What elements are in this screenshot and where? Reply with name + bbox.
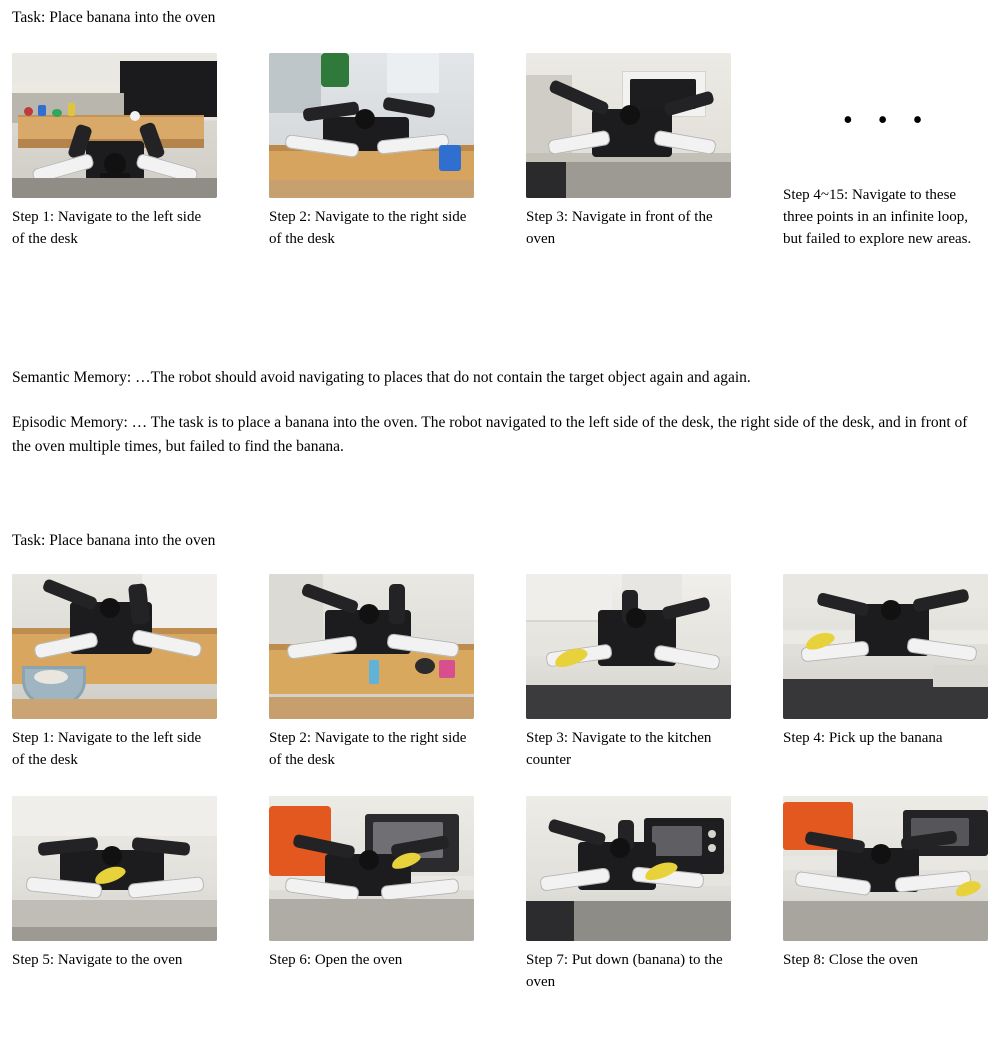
bottom-step-row-1 xyxy=(12,574,992,772)
bottom-step-3 xyxy=(526,574,783,772)
bottom-step-7 xyxy=(526,796,783,994)
top-step-row xyxy=(12,53,987,251)
bottom-step-5-caption: Step 5: Navigate to the oven xyxy=(12,951,183,968)
robot-navigating-to-oven-image xyxy=(12,796,217,941)
top-final-caption: Step 4~15: Navigate to these three points in an infinite loop, but failed to explore new areas. xyxy=(783,187,972,247)
robot-at-kitchen-counter-banana-image xyxy=(526,574,731,719)
robot-putting-banana-in-oven-image xyxy=(526,796,731,941)
robot-at-left-side-of-desk-bowl-image xyxy=(12,574,217,719)
bottom-step-2 xyxy=(269,574,526,772)
bottom-step-4-caption: Step 4: Pick up the banana xyxy=(783,730,943,747)
robot-at-left-side-of-desk-image xyxy=(12,53,217,198)
memory-block xyxy=(12,366,972,458)
bottom-step-8-caption: Step 8: Close the oven xyxy=(783,951,918,968)
bottom-step-8 xyxy=(783,796,988,994)
bottom-step-4 xyxy=(783,574,988,772)
bottom-step-2-caption: Step 2: Navigate to the right side of the desk xyxy=(269,730,467,769)
robot-picking-up-banana-image xyxy=(783,574,988,719)
top-ellipsis-cell xyxy=(783,53,987,251)
top-step-3 xyxy=(526,53,783,251)
bottom-step-5 xyxy=(12,796,269,994)
bottom-task-label: Task: Place banana into the oven xyxy=(12,532,216,549)
top-step-1-caption: Step 1: Navigate to the left side of the desk xyxy=(12,209,202,248)
top-step-2-caption: Step 2: Navigate to the right side of the desk xyxy=(269,209,467,248)
top-step-1 xyxy=(12,53,269,251)
top-step-3-caption: Step 3: Navigate in front of the oven xyxy=(526,209,713,248)
top-task-label: Task: Place banana into the oven xyxy=(12,9,216,26)
bottom-step-1 xyxy=(12,574,269,772)
bottom-figure-block xyxy=(12,531,992,993)
bottom-step-row-2 xyxy=(12,796,992,994)
top-figure-block xyxy=(12,8,987,251)
robot-at-right-side-of-desk-image xyxy=(269,53,474,198)
robot-at-right-side-of-desk-items-image xyxy=(269,574,474,719)
bottom-step-1-caption: Step 1: Navigate to the left side of the desk xyxy=(12,730,202,769)
robot-opening-oven-image xyxy=(269,796,474,941)
bottom-step-3-caption: Step 3: Navigate to the kitchen counter xyxy=(526,730,712,769)
bottom-step-7-caption: Step 7: Put down (banana) to the oven xyxy=(526,951,723,990)
ellipsis-icon: • • • xyxy=(843,105,932,137)
semantic-memory-text: Semantic Memory: …The robot should avoid navigating to places that do not contain the target object again and again. xyxy=(12,369,751,386)
robot-in-front-of-oven-image xyxy=(526,53,731,198)
top-step-2 xyxy=(269,53,526,251)
robot-closing-oven-image xyxy=(783,796,988,941)
bottom-step-6 xyxy=(269,796,526,994)
episodic-memory-text: Episodic Memory: … The task is to place a banana into the oven. The robot navigated to the left side of the desk, the right side of the desk, and in front of the oven multiple times, but failed to find the banana. xyxy=(12,414,968,455)
bottom-step-6-caption: Step 6: Open the oven xyxy=(269,951,403,968)
